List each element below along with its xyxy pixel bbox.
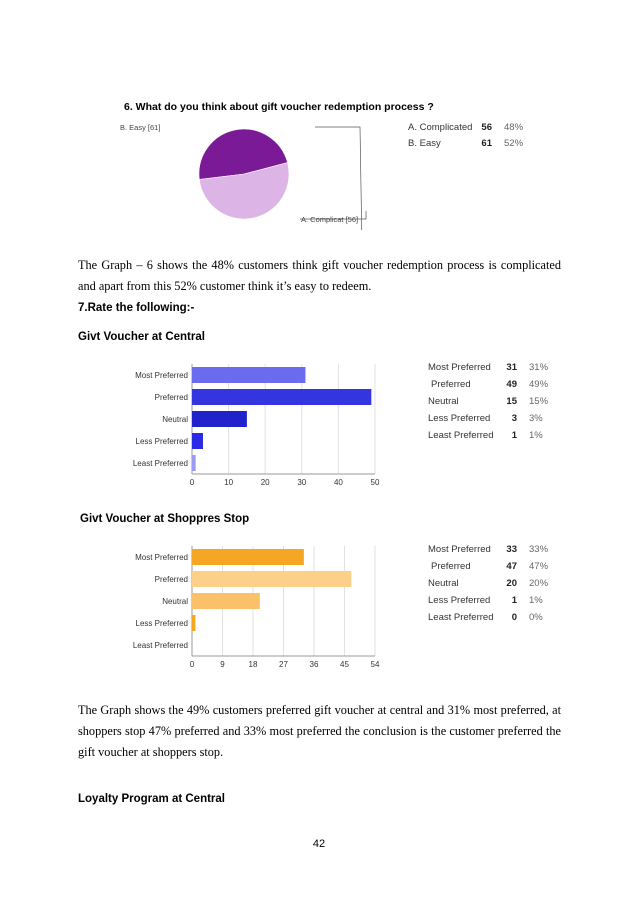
x-tick-label: 30 bbox=[297, 478, 307, 487]
legend-count: 61 bbox=[481, 138, 492, 149]
paragraph-graph-6: The Graph – 6 shows the 48% customers think gift voucher redemption process is complicated and apart from this 52% customer think it’s easy to redeem. bbox=[78, 258, 561, 293]
x-tick-label: 45 bbox=[340, 660, 349, 669]
bar bbox=[192, 455, 196, 471]
legend-percent: 20% bbox=[529, 578, 549, 589]
pie-question-title: 6. What do you think about gift voucher redemption process ? bbox=[124, 101, 434, 113]
legend-percent: 33% bbox=[529, 544, 549, 555]
legend-percent: 49% bbox=[529, 379, 549, 390]
x-tick-label: 40 bbox=[333, 478, 343, 487]
legend-count: 1 bbox=[511, 430, 517, 441]
y-category-label: Neutral bbox=[162, 597, 188, 606]
bar bbox=[192, 615, 195, 631]
y-category-label: Less Preferred bbox=[135, 437, 188, 446]
legend-label: Preferred bbox=[431, 561, 471, 572]
x-tick-label: 54 bbox=[370, 660, 380, 669]
pie-chart bbox=[120, 118, 400, 230]
bar bbox=[192, 367, 305, 383]
legend-label: Neutral bbox=[428, 396, 459, 407]
legend-label: Most Preferred bbox=[428, 544, 491, 555]
x-tick-label: 18 bbox=[248, 660, 258, 669]
x-tick-label: 20 bbox=[260, 478, 270, 487]
legend-percent: 47% bbox=[529, 561, 549, 572]
legend-label: Less Preferred bbox=[428, 413, 491, 424]
y-category-label: Preferred bbox=[154, 393, 188, 402]
x-tick-label: 9 bbox=[220, 660, 225, 669]
legend-count: 3 bbox=[511, 413, 517, 424]
y-category-label: Preferred bbox=[154, 575, 188, 584]
x-tick-label: 50 bbox=[370, 478, 380, 487]
legend-percent: 48% bbox=[504, 122, 524, 133]
legend-percent: 0% bbox=[529, 612, 543, 623]
legend-percent: 3% bbox=[529, 413, 543, 424]
y-category-label: Neutral bbox=[162, 415, 188, 424]
shoppers-legend bbox=[428, 544, 558, 628]
legend-label: Most Preferred bbox=[428, 362, 491, 373]
legend-percent: 15% bbox=[529, 396, 549, 407]
pie-legend bbox=[408, 122, 538, 154]
x-tick-label: 36 bbox=[309, 660, 319, 669]
legend-label: A. Complicated bbox=[408, 122, 473, 133]
legend-label: Preferred bbox=[431, 379, 471, 390]
y-category-label: Most Preferred bbox=[135, 371, 188, 380]
legend-percent: 52% bbox=[504, 138, 524, 149]
legend-label: Neutral bbox=[428, 578, 459, 589]
legend-label: Least Preferred bbox=[428, 612, 494, 623]
heading-rate-following: 7.Rate the following:- bbox=[78, 302, 195, 314]
pie-callout-complicat: A. Complicat [56] bbox=[301, 215, 359, 224]
bar bbox=[192, 389, 371, 405]
legend-label: Least Preferred bbox=[428, 430, 494, 441]
legend-percent: 1% bbox=[529, 430, 543, 441]
heading-shoppers-stop: Givt Voucher at Shoppres Stop bbox=[80, 513, 250, 525]
y-category-label: Least Preferred bbox=[132, 459, 188, 468]
legend-count: 15 bbox=[506, 396, 517, 407]
central-legend bbox=[428, 362, 558, 446]
x-tick-label: 0 bbox=[189, 660, 195, 669]
bar bbox=[192, 593, 260, 609]
bar bbox=[192, 411, 247, 427]
x-tick-label: 10 bbox=[224, 478, 234, 487]
y-category-label: Most Preferred bbox=[135, 553, 188, 562]
legend-count: 20 bbox=[506, 578, 517, 589]
page-number: 42 bbox=[312, 838, 326, 850]
legend-count: 0 bbox=[511, 612, 517, 623]
heading-central: Givt Voucher at Central bbox=[78, 331, 205, 343]
bar bbox=[192, 549, 304, 565]
bar bbox=[192, 433, 203, 449]
legend-percent: 31% bbox=[529, 362, 549, 373]
legend-count: 31 bbox=[506, 362, 517, 373]
shoppers-bar-chart bbox=[112, 544, 392, 677]
legend-count: 56 bbox=[481, 122, 492, 133]
legend-count: 49 bbox=[506, 379, 517, 390]
central-bar-chart bbox=[112, 362, 392, 495]
legend-count: 33 bbox=[506, 544, 517, 555]
x-tick-label: 27 bbox=[279, 660, 288, 669]
x-tick-label: 0 bbox=[189, 478, 195, 487]
legend-percent: 1% bbox=[529, 595, 543, 606]
legend-label: B. Easy bbox=[408, 138, 441, 149]
pie-callout-easy: B. Easy [61] bbox=[120, 123, 161, 132]
legend-count: 1 bbox=[511, 595, 517, 606]
y-category-label: Less Preferred bbox=[135, 619, 188, 628]
legend-count: 47 bbox=[506, 561, 517, 572]
heading-loyalty-program: Loyalty Program at Central bbox=[78, 793, 225, 805]
y-category-label: Least Preferred bbox=[132, 641, 188, 650]
paragraph-conclusion: The Graph shows the 49% customers preferred gift voucher at central and 31% most preferred, at shoppers stop 47% preferred and 33% most preferred the conclusion is the customer preferred the gift voucher at shoppers stop. bbox=[78, 703, 561, 759]
legend-label: Less Preferred bbox=[428, 595, 491, 606]
bar bbox=[192, 571, 351, 587]
